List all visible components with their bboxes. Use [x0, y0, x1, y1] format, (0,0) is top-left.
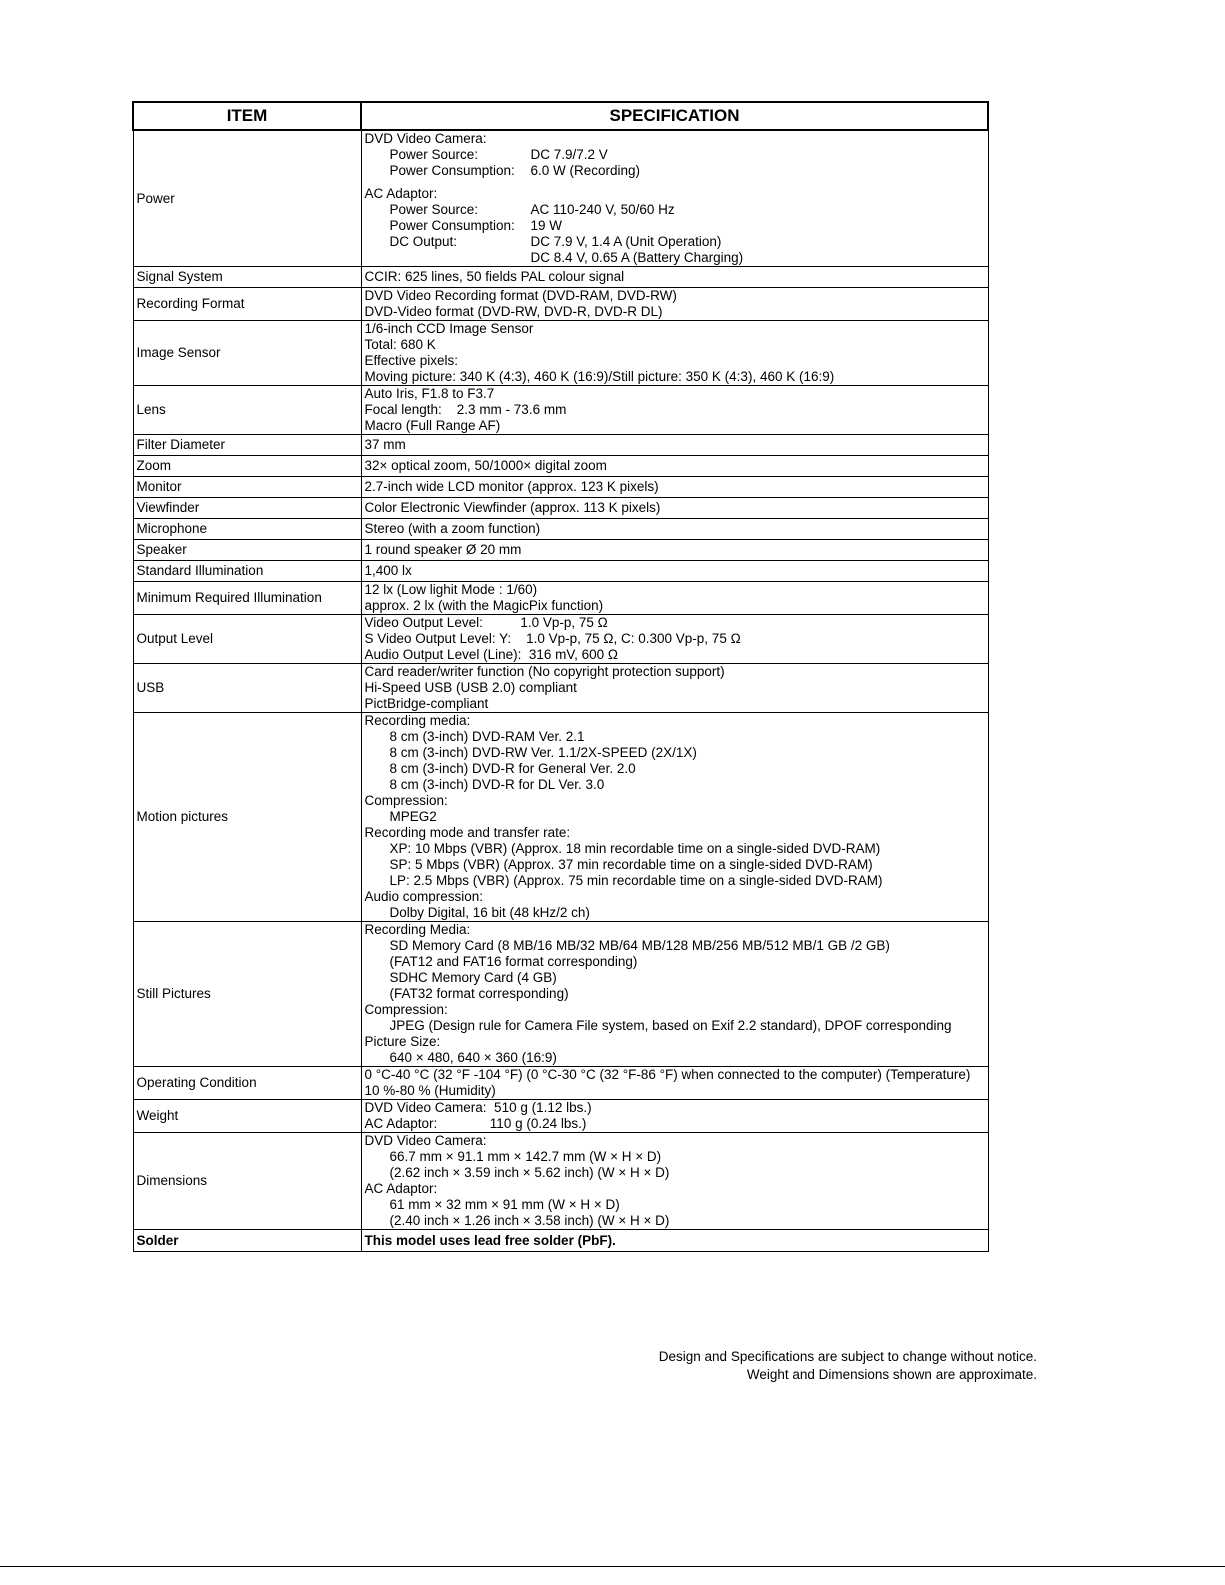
spec-line: 1,400 lx	[364, 563, 412, 578]
row-item-label: Minimum Required Illumination	[133, 582, 361, 615]
solder-specification: This model uses lead free solder (PbF).	[361, 1230, 988, 1252]
table-header-row	[133, 102, 988, 130]
row-item-label: Signal System	[133, 267, 361, 288]
row-item-label: Standard Illumination	[133, 561, 361, 582]
spec-line: AC Adaptor:	[364, 1181, 438, 1196]
table-row	[133, 922, 988, 1067]
spec-line: XP: 10 Mbps (VBR) (Approx. 18 min recordable time on a single-sided DVD-RAM)	[389, 841, 881, 856]
specification-table	[132, 101, 989, 1252]
spec-line: 8 cm (3-inch) DVD-R for General Ver. 2.0	[389, 761, 636, 776]
solder-row	[133, 1230, 988, 1252]
spec-line: Card reader/writer function (No copyright protection support)	[364, 664, 725, 679]
spec-line: (2.40 inch × 1.26 inch × 3.58 inch) (W × H × D)	[389, 1213, 670, 1228]
spec-line: Recording Media:	[364, 922, 471, 937]
specification-column-header: SPECIFICATION	[361, 102, 988, 130]
spec-key: Power Consumption:	[389, 218, 515, 233]
spec-line: 1 round speaker Ø 20 mm	[364, 542, 522, 557]
table-row	[133, 477, 988, 498]
spec-line: DVD Video Camera: 510 g (1.12 lbs.)	[364, 1100, 592, 1115]
notice-line: Weight and Dimensions shown are approximate.	[746, 1367, 1037, 1382]
spec-value: AC 110-240 V, 50/60 Hz	[530, 202, 675, 217]
spec-line: 12 lx (Low lighit Mode : 1/60)	[364, 582, 538, 597]
row-specification	[361, 267, 988, 288]
table-row	[133, 1133, 988, 1230]
row-specification	[361, 386, 988, 435]
spec-key: Power Consumption:	[389, 163, 515, 178]
row-item-label: Filter Diameter	[133, 435, 361, 456]
row-specification	[361, 1133, 988, 1230]
table-row	[133, 615, 988, 664]
spec-line: 8 cm (3-inch) DVD-R for DL Ver. 3.0	[389, 777, 605, 792]
row-item-label: USB	[133, 664, 361, 713]
table-row	[133, 519, 988, 540]
spec-line: Focal length: 2.3 mm - 73.6 mm	[364, 402, 567, 417]
table-row	[133, 456, 988, 477]
row-item-label: Viewfinder	[133, 498, 361, 519]
row-item-label: Dimensions	[133, 1133, 361, 1230]
spec-line: 2.7-inch wide LCD monitor (approx. 123 K pixels)	[364, 479, 659, 494]
spec-line: Hi-Speed USB (USB 2.0) compliant	[364, 680, 577, 695]
item-column-header: ITEM	[133, 102, 361, 130]
spec-line: Auto Iris, F1.8 to F3.7	[364, 386, 495, 401]
row-item-label: Image Sensor	[133, 321, 361, 386]
spec-line: Macro (Full Range AF)	[364, 418, 501, 433]
table-row	[133, 267, 988, 288]
table-row	[133, 540, 988, 561]
spec-line: MPEG2	[389, 809, 437, 824]
spec-line	[365, 147, 985, 163]
spec-value: DC 8.4 V, 0.65 A (Battery Charging)	[530, 250, 744, 265]
spec-line: Compression:	[364, 793, 448, 808]
row-item-label: Recording Format	[133, 288, 361, 321]
spec-line: Audio Output Level (Line): 316 mV, 600 Ω	[364, 647, 619, 662]
row-specification	[361, 435, 988, 456]
row-specification	[361, 713, 988, 922]
table-row	[133, 288, 988, 321]
spec-line: Picture Size:	[364, 1034, 441, 1049]
spec-line: 37 mm	[364, 437, 406, 452]
row-item-label: Operating Condition	[133, 1067, 361, 1100]
spec-line: AC Adaptor:	[364, 186, 438, 201]
spec-line	[365, 218, 985, 234]
row-specification	[361, 1067, 988, 1100]
spec-line: SDHC Memory Card (4 GB)	[389, 970, 557, 985]
row-item-label: Still Pictures	[133, 922, 361, 1067]
spec-key: Power Source:	[389, 202, 479, 217]
row-specification	[361, 561, 988, 582]
table-row	[133, 713, 988, 922]
spec-line: CCIR: 625 lines, 50 fields PAL colour signal	[364, 269, 625, 284]
row-specification	[361, 1100, 988, 1133]
table-row	[133, 130, 988, 267]
spec-line: Total: 680 K	[364, 337, 436, 352]
spec-line: Stereo (with a zoom function)	[364, 521, 541, 536]
row-specification	[361, 498, 988, 519]
spec-key: DC Output:	[389, 234, 458, 249]
row-item-label: Weight	[133, 1100, 361, 1133]
spec-line: Recording mode and transfer rate:	[364, 825, 571, 840]
row-item-label: Lens	[133, 386, 361, 435]
spec-line: 1/6-inch CCD Image Sensor	[364, 321, 534, 336]
spec-line: 8 cm (3-inch) DVD-RAM Ver. 2.1	[389, 729, 585, 744]
spec-line: 10 %-80 % (Humidity)	[364, 1083, 496, 1098]
table-row	[133, 498, 988, 519]
table-row	[133, 435, 988, 456]
spec-key: Power Source:	[389, 147, 479, 162]
spec-line: (FAT32 format corresponding)	[389, 986, 569, 1001]
row-specification	[361, 582, 988, 615]
row-item-label: Monitor	[133, 477, 361, 498]
row-specification	[361, 664, 988, 713]
table-row	[133, 561, 988, 582]
spec-line: 640 × 480, 640 × 360 (16:9)	[389, 1050, 557, 1065]
spec-line: 61 mm × 32 mm × 91 mm (W × H × D)	[389, 1197, 620, 1212]
spec-value: DC 7.9/7.2 V	[530, 147, 608, 162]
spec-line: LP: 2.5 Mbps (VBR) (Approx. 75 min recordable time on a single-sided DVD-RAM)	[389, 873, 883, 888]
spec-value: 19 W	[530, 218, 563, 233]
spec-line	[365, 234, 985, 250]
row-specification	[361, 456, 988, 477]
spec-line: SD Memory Card (8 MB/16 MB/32 MB/64 MB/128 MB/256 MB/512 MB/1 GB /2 GB)	[389, 938, 890, 953]
spec-value: DC 7.9 V, 1.4 A (Unit Operation)	[530, 234, 722, 249]
row-specification	[361, 540, 988, 561]
table-row	[133, 321, 988, 386]
spec-line: Dolby Digital, 16 bit (48 kHz/2 ch)	[389, 905, 590, 920]
disclaimer-notice	[659, 1348, 1037, 1384]
spec-line: Effective pixels:	[364, 353, 459, 368]
row-item-label: Zoom	[133, 456, 361, 477]
table-row	[133, 664, 988, 713]
spec-line	[365, 202, 985, 218]
spec-line: DVD Video Recording format (DVD-RAM, DVD-RW)	[364, 288, 677, 303]
notice-line: Design and Specifications are subject to change without notice.	[658, 1349, 1037, 1364]
row-item-label: Motion pictures	[133, 713, 361, 922]
row-item-label: Speaker	[133, 540, 361, 561]
spec-line: approx. 2 lx (with the MagicPix function)	[364, 598, 604, 613]
spec-line: Color Electronic Viewfinder (approx. 113 K pixels)	[364, 500, 661, 515]
row-specification	[361, 477, 988, 498]
spec-line: 0 °C-40 °C (32 °F -104 °F) (0 °C-30 °C (32 °F-86 °F) when connected to the computer) (Temperature)	[364, 1067, 971, 1082]
row-specification	[361, 615, 988, 664]
table-row	[133, 1067, 988, 1100]
table-row	[133, 1100, 988, 1133]
row-item-label: Output Level	[133, 615, 361, 664]
spec-line: Compression:	[364, 1002, 448, 1017]
spec-line: 66.7 mm × 91.1 mm × 142.7 mm (W × H × D)	[389, 1149, 662, 1164]
row-specification	[361, 321, 988, 386]
spec-line: Moving picture: 340 K (4:3), 460 K (16:9)/Still picture: 350 K (4:3), 460 K (16:9)	[364, 369, 835, 384]
spec-line: Recording media:	[364, 713, 471, 728]
row-specification	[361, 130, 988, 267]
spec-line: 8 cm (3-inch) DVD-RW Ver. 1.1/2X-SPEED (2X/1X)	[389, 745, 697, 760]
row-item-label: Microphone	[133, 519, 361, 540]
spec-line: 32× optical zoom, 50/1000× digital zoom	[364, 458, 607, 473]
spec-line	[365, 250, 985, 266]
spec-line: (FAT12 and FAT16 format corresponding)	[389, 954, 638, 969]
spec-line: PictBridge-compliant	[364, 696, 489, 711]
row-specification	[361, 922, 988, 1067]
row-specification	[361, 519, 988, 540]
page-bottom-rule	[0, 1566, 1225, 1567]
table-row	[133, 582, 988, 615]
spec-value: 6.0 W (Recording)	[530, 163, 641, 178]
table-body	[133, 130, 988, 1230]
row-item-label: Power	[133, 130, 361, 267]
spec-line: SP: 5 Mbps (VBR) (Approx. 37 min recordable time on a single-sided DVD-RAM)	[389, 857, 873, 872]
solder-item: Solder	[133, 1230, 361, 1252]
spec-line: S Video Output Level: Y: 1.0 Vp-p, 75 Ω, C: 0.300 Vp-p, 75 Ω	[364, 631, 741, 646]
table-row	[133, 386, 988, 435]
spec-line: JPEG (Design rule for Camera File system, based on Exif 2.2 standard), DPOF corresponding	[389, 1018, 952, 1033]
spec-line: AC Adaptor: 110 g (0.24 lbs.)	[364, 1116, 587, 1131]
row-specification	[361, 288, 988, 321]
spec-line: DVD Video Camera:	[364, 131, 487, 146]
spec-line: (2.62 inch × 3.59 inch × 5.62 inch) (W × H × D)	[389, 1165, 670, 1180]
spec-line: DVD-Video format (DVD-RW, DVD-R, DVD-R DL)	[364, 304, 663, 319]
spec-line: Video Output Level: 1.0 Vp-p, 75 Ω	[364, 615, 608, 630]
spec-line: DVD Video Camera:	[364, 1133, 487, 1148]
spec-line	[365, 163, 985, 179]
spec-line: Audio compression:	[364, 889, 484, 904]
